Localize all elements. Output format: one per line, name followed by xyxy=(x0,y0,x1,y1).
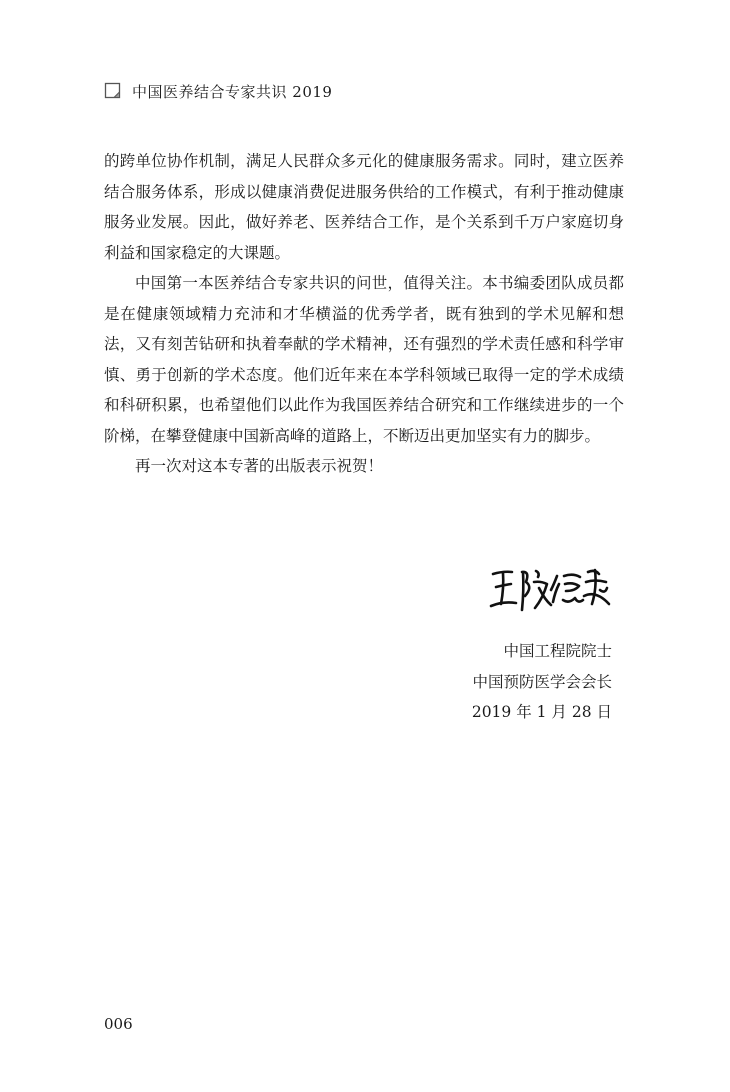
book-corner-icon xyxy=(104,82,124,102)
signoff-title-2: 中国预防医学会会长 xyxy=(472,672,612,691)
body-text xyxy=(104,146,624,482)
running-header xyxy=(104,80,332,104)
paragraph-1: 的跨单位协作机制，满足人民群众多元化的健康服务需求。同时，建立医养结合服务体系，形成以健康消费促进服务供给的工作模式，有利于推动健康服务业发展。因此，做好养老、医养结合工作，是个关系到千万户家庭切身利益和国家稳定的大课题。 xyxy=(104,152,624,262)
signoff-title-1: 中国工程院院士 xyxy=(503,642,612,660)
running-header-title: 中国医养结合专家共识 2019 xyxy=(132,83,333,101)
signoff-date: 2019 年 1 月 28 日 xyxy=(471,703,612,721)
paragraph-3: 再一次对这本专著的出版表示祝贺！ xyxy=(135,457,384,475)
handwritten-signature xyxy=(485,560,615,620)
page-number: 006 xyxy=(104,1015,133,1033)
signoff-block xyxy=(472,636,612,728)
paragraph-2: 中国第一本医养结合专家共识的问世，值得关注。本书编委团队成员都是在健康领域精力充沛和才华横溢的优秀学者，既有独到的学术见解和想法，又有刻苦钻研和执着奉献的学术精神，还有强烈的学术责任感和科学审慎、勇于创新的学术态度。他们近年来在本学科领域已取得一定的学术成绩和科研积累，也希望他们以此作为我国医养结合研究和工作继续进步的一个阶梯，在攀登健康中国新高峰的道路上，不断迈出更加坚实有力的脚步。 xyxy=(104,274,624,445)
